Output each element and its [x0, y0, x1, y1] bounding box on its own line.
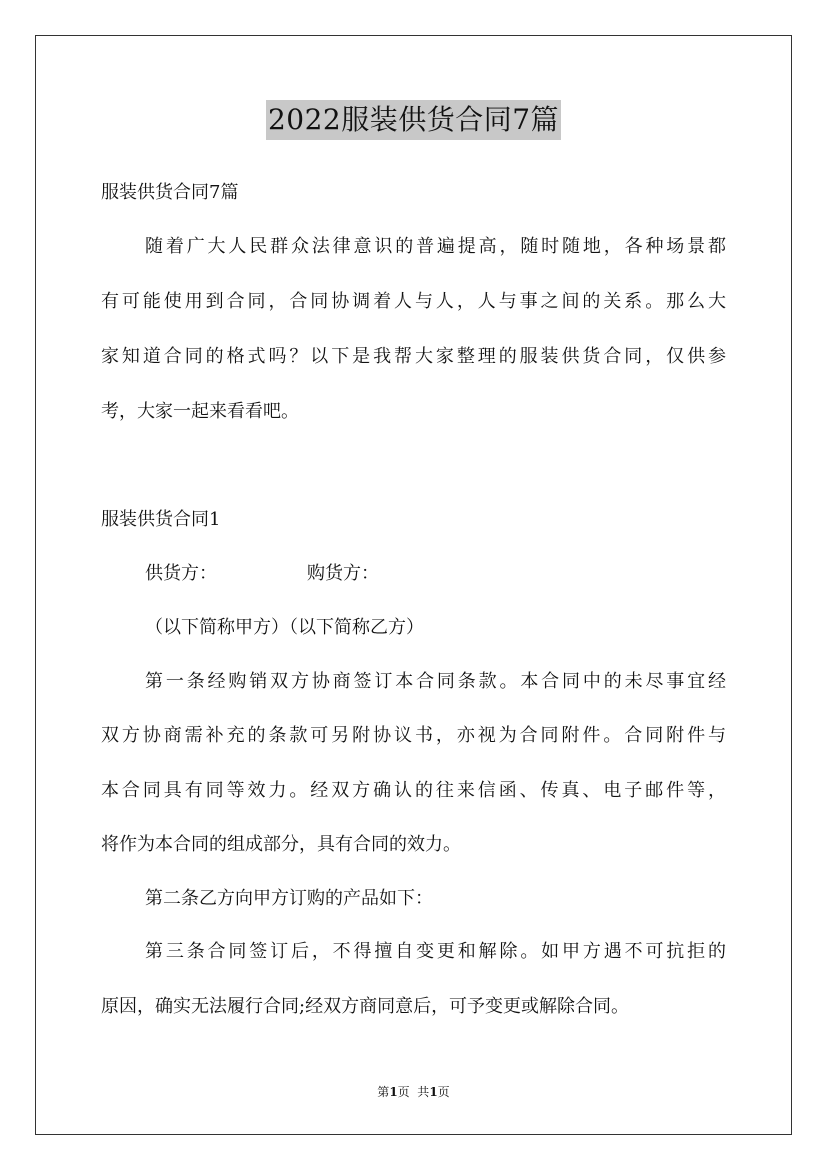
article1-line-2: 双方协商需补充的条款可另附协议书，亦视为合同附件。合同附件与	[101, 725, 726, 746]
abbreviation-line: （以下简称甲方）（以下简称乙方）	[145, 617, 424, 638]
article3-line-2: 原因，确实无法履行合同;经双方商同意后，可予变更或解除合同。	[101, 996, 630, 1017]
article1-line-4: 将作为本合同的组成部分，具有合同的效力。	[101, 834, 461, 855]
supplier-label: 供货方：	[145, 563, 217, 584]
page-footer	[0, 1084, 827, 1100]
document-subtitle: 服装供货合同7篇	[101, 182, 239, 203]
buyer-label: 购货方：	[307, 563, 379, 584]
article1-line-1: 第一条经购销双方协商签订本合同条款。本合同中的未尽事宜经	[145, 671, 726, 692]
intro-line-4: 考，大家一起来看看吧。	[101, 401, 299, 422]
document-title: 2022服装供货合同7篇	[266, 100, 561, 140]
article2-line: 第二条乙方向甲方订购的产品如下：	[145, 888, 433, 909]
party-line	[145, 562, 379, 586]
intro-line-1: 随着广大人民群众法律意识的普遍提高，随时随地，各种场景都	[145, 236, 726, 257]
intro-line-2: 有可能使用到合同，合同协调着人与人，人与事之间的关系。那么大	[101, 291, 726, 312]
title-wrap	[0, 100, 827, 140]
footer-page-current: 1	[389, 1085, 398, 1099]
article3-line-1: 第三条合同签订后，不得擅自变更和解除。如甲方遇不可抗拒的	[145, 941, 726, 962]
footer-page-total: 1	[429, 1085, 438, 1099]
article1-line-3: 本合同具有同等效力。经双方确认的往来信函、传真、电子邮件等，	[101, 780, 726, 801]
footer-prefix: 第	[377, 1085, 390, 1099]
intro-line-3: 家知道合同的格式吗？以下是我帮大家整理的服装供货合同，仅供参	[101, 346, 726, 367]
footer-mid: 页 共	[397, 1085, 430, 1099]
section-heading: 服装供货合同1	[101, 509, 221, 530]
footer-suffix: 页	[437, 1085, 450, 1099]
